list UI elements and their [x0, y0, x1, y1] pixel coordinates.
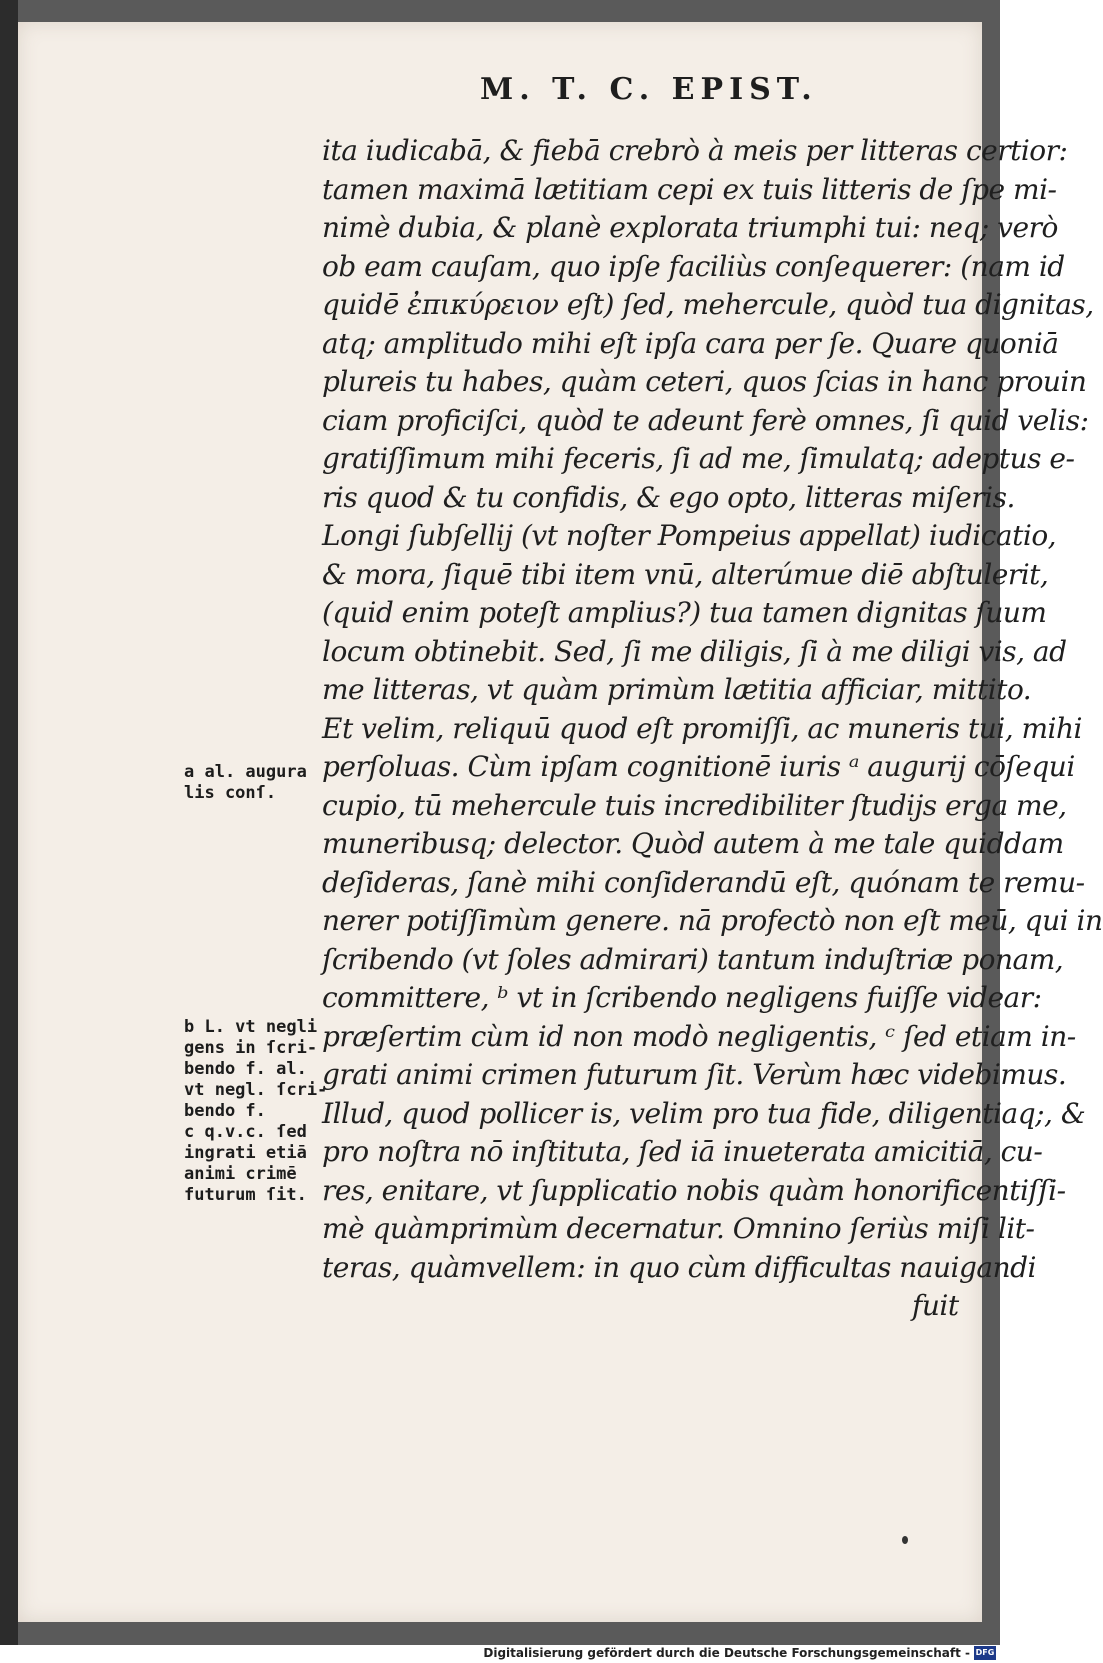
book-spine-edge: [0, 0, 18, 1645]
ink-speck: [902, 1536, 908, 1544]
funding-credit: Digitalisierung gefördert durch die Deutsche Forschungsgemeinschaft -: [483, 1646, 970, 1660]
dfg-logo: DFG: [974, 1646, 996, 1660]
text-line: deſideras, ſanè mihi conſiderandū eſt, quónam te remu-: [322, 865, 1085, 899]
text-line: cupio, tū mehercule tuis incredibiliter ſtudijs erga me,: [322, 788, 1067, 822]
text-line: grati animi crimen futurum ſit. Verùm hæc videbimus.: [322, 1058, 1067, 1091]
text-line: res, enitare, vt ſupplicatio nobis quàm honorificentiſſi-: [322, 1173, 1066, 1207]
margin-note-a: a al. augura lis conſ.: [184, 762, 307, 803]
text-line: ſcribendo (vt ſoles admirari) tantum induſtriæ ponam,: [322, 942, 1064, 976]
text-line: pro noſtra nō inſtituta, ſed iā inueterata amicitiā, cu-: [322, 1135, 1043, 1168]
text-line: & mora, ſiquē tibi item vnū, alterúmue diē abſtulerit,: [322, 557, 1049, 591]
text-line: me litteras, vt quàm primùm lætitia afficiar, mittito.: [322, 673, 1032, 706]
text-line: quidē ἐπικύρειον eſt) ſed, mehercule, quòd tua dignitas,: [322, 288, 1094, 321]
text-line: muneribusq; delector. Quòd autem à me tale quiddam: [322, 827, 1064, 860]
text-line: Illud, quod pollicer is, velim pro tua fide, diligentiaq;, &: [322, 1096, 1086, 1130]
running-header: M. T. C. EPIST.: [480, 72, 818, 107]
text-line: præſertim cùm id non modò negligentis, ᶜ ſed etiam in-: [322, 1019, 1076, 1053]
text-line: gratiſſimum mihi feceris, ſi ad me, ſimulatq; adeptus e-: [322, 442, 1075, 475]
text-line: ris quod & tu confidis, & ego opto, litteras miſeris.: [322, 480, 1015, 514]
text-line: Et velim, reliquū quod eſt promiſſi, ac muneris tui, mihi: [322, 711, 1082, 745]
body-text: [322, 132, 1103, 1326]
text-line: Longi ſubſellij (vt noſter Pompeius appellat) iudicatio,: [322, 519, 1057, 552]
text-line: plureis tu habes, quàm ceteri, quos ſcias in hanc prouin: [322, 365, 1087, 398]
text-line: tamen maximā lætitiam cepi ex tuis litteris de ſpe mi-: [322, 172, 1057, 206]
text-line: ita iudicabā, & fiebā crebrò à meis per litteras certior:: [322, 134, 1068, 167]
text-line: atq; amplitudo mihi eſt ipſa cara per ſe. Quare quoniā: [322, 326, 1059, 360]
text-line: teras, quàmvellem: in quo cùm difficultas nauigandi: [322, 1250, 1036, 1284]
text-line: (quid enim poteſt amplius?) tua tamen dignitas ſuum: [322, 596, 1047, 629]
catchword: fuit: [912, 1289, 959, 1322]
text-line: ciam proficiſci, quòd te adeunt ferè omnes, ſi quid velis:: [322, 403, 1089, 437]
text-line: perſoluas. Cùm ipſam cognitionē iuris ᵃ augurij cōſequi: [322, 750, 1075, 783]
text-line: locum obtinebit. Sed, ſi me diligis, ſi à me diligi vis, ad: [322, 634, 1067, 668]
text-line: committere, ᵇ vt in ſcribendo negligens fuiſſe videar:: [322, 981, 1042, 1014]
footer-bar: [0, 1645, 1000, 1663]
margin-note-b-c: b L. vt negli gens in ſcri- bendo f. al. vt negl. ſcri- bendo f. c q.v.c. ſed ingrati etiā animi crimē futurum ſit.: [184, 1017, 328, 1205]
text-line: nerer potiſſimùm genere. nā profectò non eſt meū, qui in: [322, 904, 1103, 937]
text-line: mè quàmprimùm decernatur. Omnino ſeriùs miſi lit-: [322, 1212, 1035, 1245]
text-line: nimè dubia, & planè explorata triumphi tui: neq; verò: [322, 211, 1058, 244]
text-line: ob eam cauſam, quo ipſe faciliùs conſequerer: (nam id: [322, 249, 1065, 283]
